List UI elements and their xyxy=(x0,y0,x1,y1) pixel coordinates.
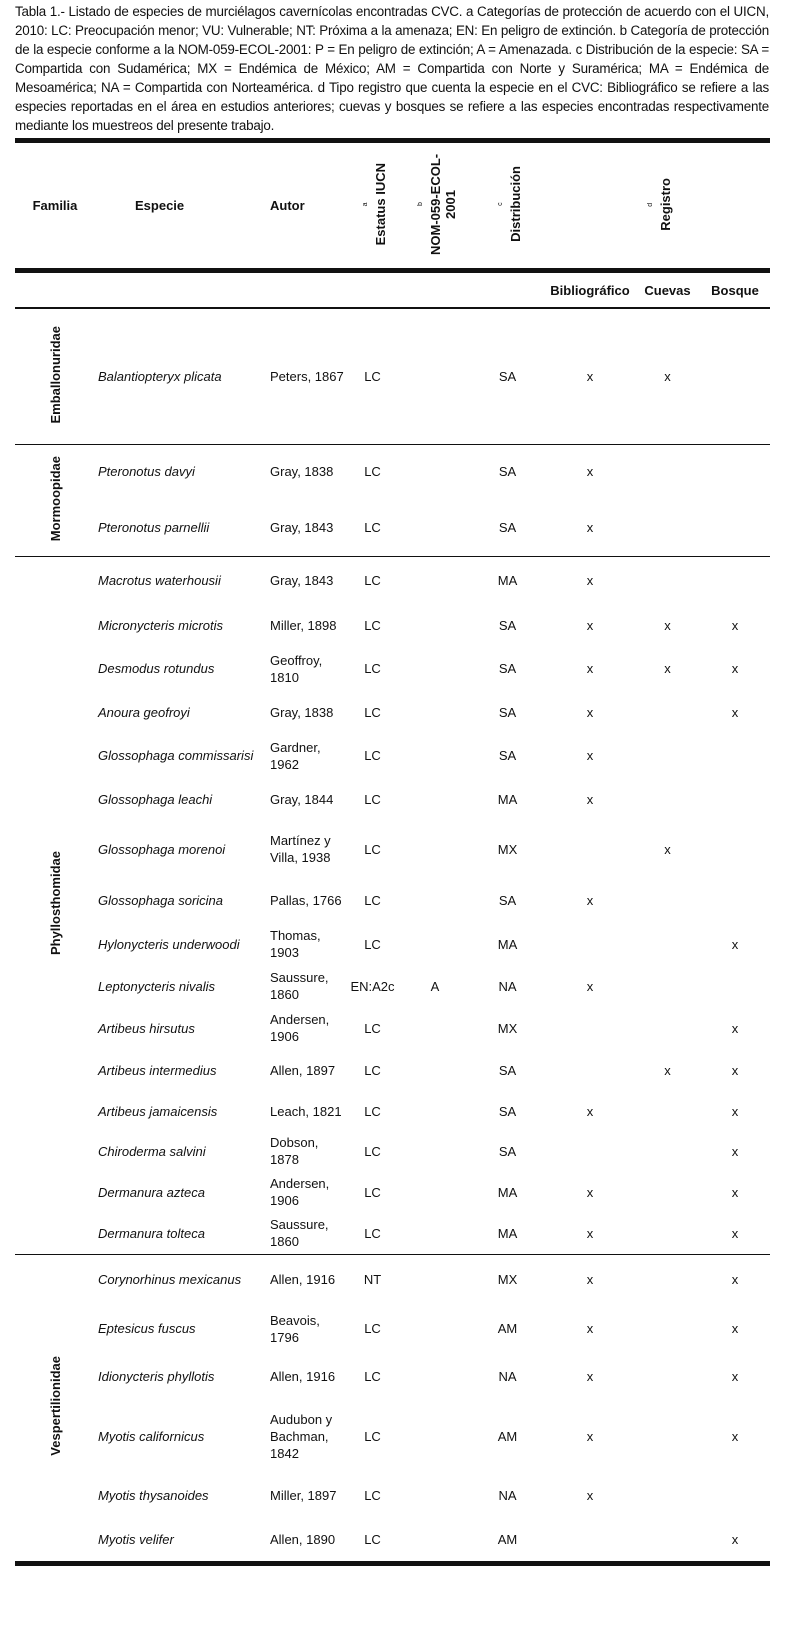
registro-bosque xyxy=(700,308,770,444)
footnote-c: c xyxy=(496,202,504,206)
distribution: SA xyxy=(498,748,517,763)
nom-status xyxy=(400,1007,470,1049)
distribution: AM xyxy=(497,1321,518,1336)
registro-bosque: x xyxy=(700,1213,770,1254)
species-name: Myotis thysanoides xyxy=(98,1487,209,1503)
registro-cuevas: x xyxy=(635,308,700,444)
author: Andersen, 1906 xyxy=(270,1176,330,1208)
author: Miller, 1898 xyxy=(270,618,337,633)
nom-status xyxy=(400,444,470,499)
header-familia: Familia xyxy=(15,141,95,271)
table-bottom-rule xyxy=(15,1561,770,1566)
registro-bibliografico: x xyxy=(586,618,594,633)
distribution: MA xyxy=(497,1184,518,1200)
registro-cuevas xyxy=(635,877,700,923)
registro-cuevas xyxy=(635,1471,700,1519)
distribution: NA xyxy=(498,1487,517,1503)
table-row xyxy=(15,604,770,647)
header-bibliografico: Bibliográfico xyxy=(545,271,635,309)
table-row xyxy=(15,1305,770,1352)
iucn-status: LC xyxy=(364,1143,381,1159)
registro-bibliografico xyxy=(545,1131,635,1171)
subheader-row xyxy=(15,271,770,309)
registro-bosque: x xyxy=(731,1428,739,1444)
table-row xyxy=(15,877,770,923)
registro-cuevas xyxy=(635,1401,700,1471)
header-registro xyxy=(545,141,770,271)
footnote-a: a xyxy=(361,202,369,206)
table-row xyxy=(15,923,770,965)
registro-bibliografico: x xyxy=(545,308,635,444)
species-name: Pteronotus parnellii xyxy=(95,499,265,556)
registro-bibliografico: x xyxy=(545,499,635,556)
iucn-status: LC xyxy=(364,748,381,763)
species-name: Hylonycteris underwoodi xyxy=(98,936,240,952)
nom-status xyxy=(400,1352,470,1401)
nom-status xyxy=(400,308,470,444)
distribution: NA xyxy=(498,978,517,994)
iucn-status: LC xyxy=(345,499,400,556)
registro-bibliografico: x xyxy=(586,748,594,763)
nom-status xyxy=(400,923,470,965)
registro-bosque: x xyxy=(731,936,739,952)
distribution: AM xyxy=(470,1519,545,1561)
species-name: Pteronotus davyi xyxy=(98,464,195,480)
family-cell xyxy=(15,556,95,1254)
iucn-status: LC xyxy=(364,1369,381,1384)
author: Leach, 1821 xyxy=(270,1103,342,1119)
species-name: Micronycteris microtis xyxy=(98,618,223,633)
registro-cuevas xyxy=(635,1305,700,1352)
registro-bosque xyxy=(700,1471,770,1519)
distribution: SA xyxy=(498,704,517,720)
nom-status xyxy=(400,1471,470,1519)
registro-bosque: x xyxy=(731,1321,739,1336)
iucn-status: NT xyxy=(363,1272,382,1288)
table-row xyxy=(15,1007,770,1049)
iucn-status: LC xyxy=(364,791,381,807)
table-row xyxy=(15,965,770,1007)
registro-bibliografico: x xyxy=(586,892,594,908)
iucn-status: LC xyxy=(364,618,381,633)
table-row xyxy=(15,690,770,734)
family-cell xyxy=(15,444,95,556)
header-distribucion-label: Distribución xyxy=(507,166,523,242)
table-row xyxy=(15,1171,770,1213)
registro-cuevas xyxy=(635,1091,700,1131)
nom-status xyxy=(400,690,470,734)
nom-status xyxy=(400,556,470,604)
family-name: Mormoopidae xyxy=(47,455,63,542)
iucn-status: LC xyxy=(364,1184,381,1200)
table-row xyxy=(15,647,770,690)
author: Allen, 1890 xyxy=(265,1519,345,1561)
distribution: AM xyxy=(497,1428,518,1444)
registro-bibliografico xyxy=(545,1049,635,1091)
registro-cuevas xyxy=(635,444,700,499)
registro-bibliografico: x xyxy=(586,1103,594,1119)
nom-status xyxy=(400,821,470,877)
iucn-status: LC xyxy=(364,1103,381,1119)
table-row xyxy=(15,308,770,444)
distribution: SA xyxy=(498,1103,517,1119)
iucn-status: LC xyxy=(345,308,400,444)
family-cell xyxy=(15,308,95,444)
registro-bosque xyxy=(700,444,770,499)
nom-status xyxy=(400,1131,470,1171)
iucn-status: LC xyxy=(364,892,381,908)
author: Thomas, 1903 xyxy=(270,928,321,960)
iucn-status: LC xyxy=(364,704,381,720)
author: Geoffroy, 1810 xyxy=(270,652,323,685)
registro-bibliografico: x xyxy=(586,661,594,676)
registro-bosque xyxy=(700,556,770,604)
distribution: SA xyxy=(498,618,517,633)
registro-bosque: x xyxy=(731,1143,739,1159)
registro-bosque: x xyxy=(731,1369,739,1384)
header-nom-label: NOM-059-ECOL-2001 xyxy=(427,153,458,255)
species-name: Artibeus jamaicensis xyxy=(98,1103,218,1119)
species-name: Desmodus rotundus xyxy=(98,661,215,676)
distribution: SA xyxy=(470,499,545,556)
registro-bosque xyxy=(700,821,770,877)
species-name: Macrotus waterhousii xyxy=(98,572,221,588)
registro-cuevas xyxy=(635,1131,700,1171)
author: Saussure, 1860 xyxy=(270,970,329,1002)
registro-cuevas xyxy=(635,734,700,777)
table-row xyxy=(15,1401,770,1471)
author: Pallas, 1766 xyxy=(270,892,342,908)
table-row xyxy=(15,444,770,499)
species-name: Glossophaga soricina xyxy=(98,892,224,908)
iucn-status: LC xyxy=(345,1519,400,1561)
header-especie: Especie xyxy=(95,141,265,271)
registro-cuevas xyxy=(635,777,700,821)
species-name: Balantiopteryx plicata xyxy=(95,308,265,444)
table-row xyxy=(15,1213,770,1254)
author: Peters, 1867 xyxy=(265,308,345,444)
registro-bibliografico: x xyxy=(586,1487,594,1503)
species-name: Chiroderma salvini xyxy=(98,1143,206,1159)
author: Saussure, 1860 xyxy=(265,1213,345,1254)
author: Audubon y Bachman, 1842 xyxy=(270,1411,333,1461)
registro-bibliografico: x xyxy=(586,1272,594,1288)
footnote-b: b xyxy=(416,202,424,206)
iucn-status: LC xyxy=(364,841,381,857)
header-bosque: Bosque xyxy=(700,271,770,309)
registro-cuevas xyxy=(635,1171,700,1213)
iucn-status: LC xyxy=(364,1428,381,1444)
registro-bibliografico: x xyxy=(586,704,594,720)
iucn-status: LC xyxy=(364,1062,381,1078)
registro-bibliografico: x xyxy=(586,1321,594,1336)
distribution: SA xyxy=(498,1143,517,1159)
subheader-blank xyxy=(15,271,545,309)
header-cuevas: Cuevas xyxy=(635,271,700,309)
family-name: Emballonuridae xyxy=(47,325,63,424)
registro-bosque xyxy=(700,499,770,556)
nom-status xyxy=(400,1519,470,1561)
nom-status xyxy=(400,734,470,777)
registro-bosque: x xyxy=(731,1062,739,1078)
registro-bibliografico xyxy=(545,1519,635,1561)
nom-status xyxy=(400,777,470,821)
registro-bosque: x xyxy=(731,661,739,676)
registro-cuevas: x xyxy=(664,1062,671,1078)
nom-status xyxy=(400,499,470,556)
species-name: Artibeus intermedius xyxy=(98,1062,217,1078)
nom-status xyxy=(400,1401,470,1471)
registro-bosque: x xyxy=(731,618,739,633)
author: Gardner, 1962 xyxy=(270,739,321,772)
distribution: SA xyxy=(498,892,517,908)
registro-bosque: x xyxy=(731,1272,739,1288)
author: Allen, 1916 xyxy=(270,1369,336,1384)
iucn-status: LC xyxy=(364,464,381,480)
family-cell xyxy=(15,1254,95,1561)
registro-cuevas: x xyxy=(664,841,671,857)
nom-status: A xyxy=(430,978,440,994)
nom-status xyxy=(400,1254,470,1305)
distribution: SA xyxy=(498,661,517,676)
author: Beavois, 1796 xyxy=(270,1312,320,1345)
registro-bosque: x xyxy=(731,1103,739,1119)
registro-bibliografico: x xyxy=(586,1369,594,1384)
iucn-status: EN:A2c xyxy=(350,978,395,994)
iucn-status: LC xyxy=(364,661,381,676)
iucn-status: LC xyxy=(345,1213,400,1254)
registro-bibliografico: x xyxy=(586,791,594,807)
nom-status xyxy=(400,1213,470,1254)
header-nom xyxy=(400,141,470,271)
registro-cuevas xyxy=(635,690,700,734)
registro-bibliografico xyxy=(545,821,635,877)
registro-bosque xyxy=(700,777,770,821)
header-iucn-label: Estatus IUCN xyxy=(372,162,388,246)
distribution: MA xyxy=(470,1213,545,1254)
footnote-d: d xyxy=(646,202,654,206)
registro-bibliografico: x xyxy=(586,464,594,480)
registro-cuevas xyxy=(635,499,700,556)
table-row xyxy=(15,1254,770,1305)
header-distribucion xyxy=(470,141,545,271)
distribution: MA xyxy=(497,572,518,588)
registro-bibliografico: x xyxy=(586,572,594,588)
author: Gray, 1838 xyxy=(270,704,334,720)
nom-status xyxy=(400,1171,470,1213)
table-row xyxy=(15,734,770,777)
registro-bibliografico: x xyxy=(586,1428,594,1444)
table-row xyxy=(15,1471,770,1519)
header-iucn xyxy=(345,141,400,271)
registro-bosque: x xyxy=(731,704,739,720)
registro-cuevas xyxy=(635,1254,700,1305)
table-row xyxy=(15,1519,770,1561)
species-name: Idionycteris phyllotis xyxy=(98,1369,215,1384)
header-registro-label: Registro xyxy=(657,177,673,231)
species-name: Artibeus hirsutus xyxy=(98,1020,195,1036)
species-name: Glossophaga morenoi xyxy=(98,841,226,857)
species-name: Dermanura tolteca xyxy=(95,1213,265,1254)
species-table xyxy=(15,138,770,1562)
nom-status xyxy=(400,1305,470,1352)
registro-cuevas xyxy=(635,1213,700,1254)
species-name: Anoura geofroyi xyxy=(98,704,190,720)
nom-status xyxy=(400,877,470,923)
table-row xyxy=(15,1131,770,1171)
family-name: Vespertilionidae xyxy=(47,1356,63,1456)
iucn-status: LC xyxy=(364,936,381,952)
table-row xyxy=(15,821,770,877)
species-name: Leptonycteris nivalis xyxy=(98,978,216,994)
registro-cuevas: x xyxy=(664,661,671,676)
registro-cuevas xyxy=(635,965,700,1007)
author: Martínez y Villa, 1938 xyxy=(270,833,331,865)
registro-cuevas: x xyxy=(664,618,671,633)
distribution: MX xyxy=(497,1020,518,1036)
species-name: Corynorhinus mexicanus xyxy=(98,1272,242,1288)
author: Gray, 1843 xyxy=(270,572,334,588)
species-name: Myotis velifer xyxy=(95,1519,265,1561)
distribution: MA xyxy=(497,791,518,807)
author: Gray, 1844 xyxy=(270,791,334,807)
iucn-status: LC xyxy=(364,572,381,588)
table-row xyxy=(15,777,770,821)
author: Andersen, 1906 xyxy=(270,1012,330,1044)
registro-cuevas xyxy=(635,1007,700,1049)
iucn-status: LC xyxy=(364,1487,381,1503)
author: Allen, 1916 xyxy=(270,1272,336,1288)
nom-status xyxy=(400,1049,470,1091)
author: Allen, 1897 xyxy=(270,1062,336,1078)
registro-cuevas xyxy=(635,1352,700,1401)
nom-status xyxy=(400,647,470,690)
iucn-status: LC xyxy=(364,1321,381,1336)
registro-bosque: x xyxy=(700,1519,770,1561)
table-caption: Tabla 1.- Listado de especies de murciélagos cavernícolas encontradas CVC. a Categorías de protección de acuerdo con el UICN, 2010: LC: Preocupación menor; VU: Vulnerable; NT: Próxima a la amenaza; EN: En peligro de extinción. b Categoría de protección de la especie conforme a la NOM-059-ECOL-2001: P = En peligro de extinción; A = Amenazada. c Distribución de la especie: SA = Compartida con Sudamérica; MX = Endémica de México; AM = Compartida con Norte y Suramérica; MA = Endémica de Mesoamérica; NA = Compartida con Norteamérica. d Tipo registro que cuenta la especie en el CVC: Bibliográfico se refiere a las especies reportadas en el área en estudios anteriores; cuevas y bosques se refiere a las especies encontradas respectivamente mediante los muestreos del presente trabajo. xyxy=(15,4,769,133)
table-row xyxy=(15,1091,770,1131)
registro-bosque xyxy=(700,877,770,923)
header-row xyxy=(15,141,770,271)
registro-bibliografico xyxy=(545,1007,635,1049)
registro-bosque: x xyxy=(731,1020,739,1036)
registro-bosque xyxy=(700,965,770,1007)
registro-bibliografico xyxy=(545,923,635,965)
registro-bibliografico: x xyxy=(586,1184,594,1200)
table-row xyxy=(15,556,770,604)
registro-bibliografico: x xyxy=(586,978,594,994)
registro-cuevas xyxy=(635,923,700,965)
distribution: SA xyxy=(498,1062,517,1078)
registro-bibliografico: x xyxy=(545,1213,635,1254)
registro-cuevas xyxy=(635,1519,700,1561)
distribution: NA xyxy=(498,1369,517,1384)
registro-bosque: x xyxy=(731,1184,739,1200)
species-name: Glossophaga commissarisi xyxy=(98,748,254,763)
species-name: Dermanura azteca xyxy=(98,1184,205,1200)
author: Miller, 1897 xyxy=(270,1487,337,1503)
species-name: Eptesicus fuscus xyxy=(98,1321,196,1336)
species-name: Myotis californicus xyxy=(98,1428,205,1444)
nom-status xyxy=(400,604,470,647)
table-row xyxy=(15,499,770,556)
table-row xyxy=(15,1352,770,1401)
table-row xyxy=(15,1049,770,1091)
distribution: SA xyxy=(498,464,517,480)
author: Dobson, 1878 xyxy=(270,1135,319,1167)
species-name: Glossophaga leachi xyxy=(98,791,213,807)
distribution: MA xyxy=(497,936,518,952)
author: Gray, 1843 xyxy=(265,499,345,556)
distribution: MX xyxy=(497,841,518,857)
header-autor: Autor xyxy=(265,141,345,271)
author: Gray, 1838 xyxy=(270,464,334,480)
distribution: MX xyxy=(497,1272,518,1288)
iucn-status: LC xyxy=(364,1020,381,1036)
distribution: SA xyxy=(470,308,545,444)
registro-bosque xyxy=(700,734,770,777)
registro-cuevas xyxy=(635,556,700,604)
family-name: Phyllosthomidae xyxy=(47,851,63,956)
nom-status xyxy=(400,1091,470,1131)
